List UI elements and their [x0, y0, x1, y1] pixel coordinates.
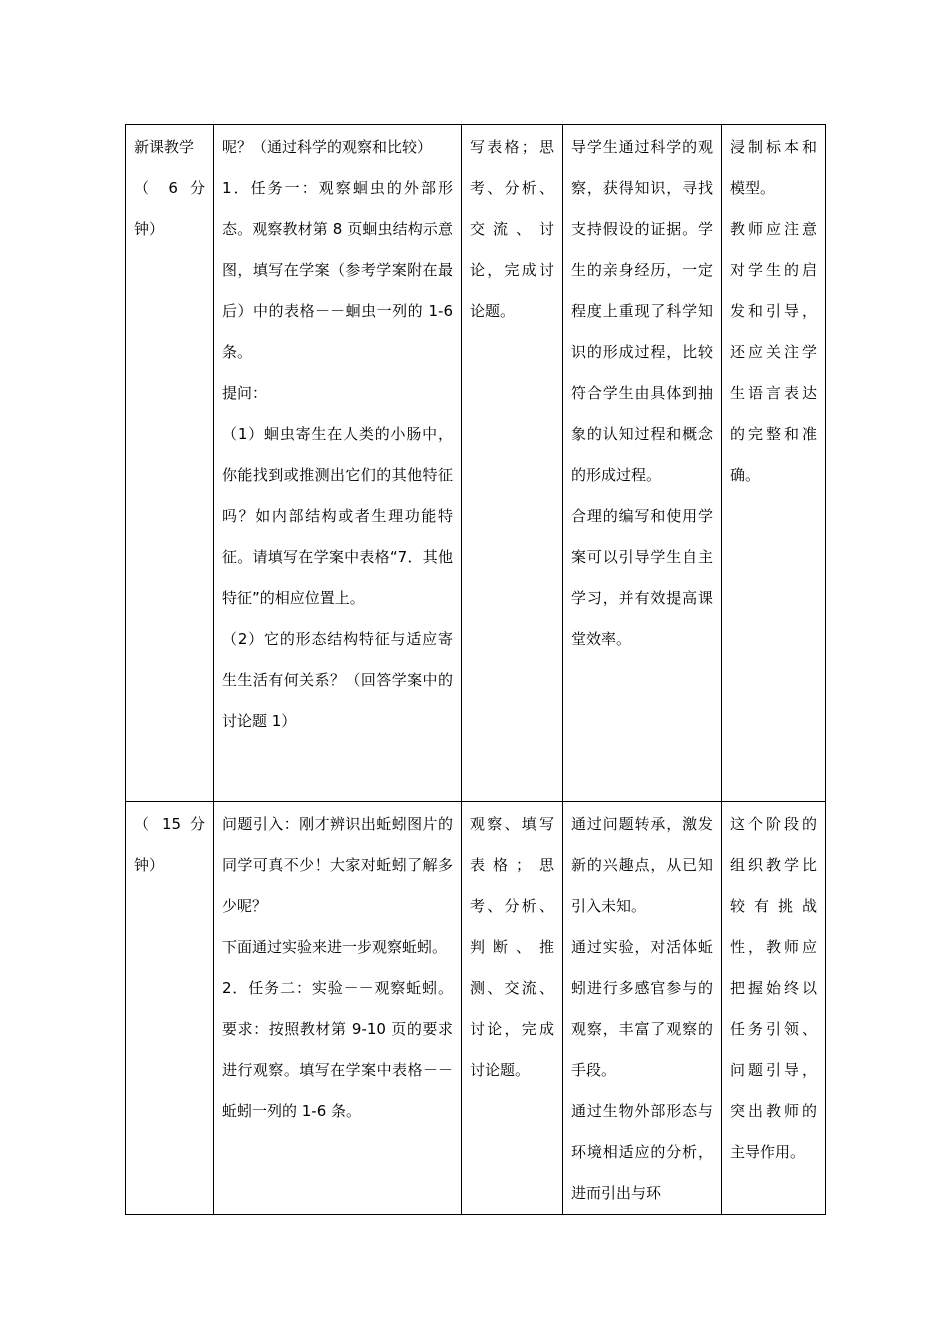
table-row	[126, 125, 826, 802]
intent-paragraph: 通过生物外部形态与环境相适应的分析，进而引出与环	[571, 1102, 713, 1202]
intent-paragraph: 通过问题转承，激发新的兴趣点，从已知引入未知。	[571, 815, 713, 915]
content-paragraph: 呢？（通过科学的观察和比较）	[222, 138, 433, 156]
intent-cell	[563, 802, 722, 1215]
activity-cell	[462, 802, 563, 1215]
content-cell	[214, 802, 462, 1215]
notes-paragraph: 教师应注意对学生的启发和引导，还应关注学生语言表达的完整和准确。	[730, 220, 817, 484]
content-paragraph: 1．任务一：观察蛔虫的外部形态。观察教材第 8 页蛔虫结构示意图，填写在学案（参考学案附在最后）中的表格－－蛔虫一列的 1-6 条。	[222, 179, 453, 361]
notes-paragraph: 这个阶段的组织教学比较有挑战性，教师应把握始终以任务引领、问题引导，突出教师的主导作用。	[730, 815, 817, 1161]
activity-paragraph: 写表格；思考、分析、交流、讨论，完成讨论题。	[470, 138, 554, 320]
stage-line: （ 6 分	[134, 179, 205, 197]
activity-cell	[462, 125, 563, 802]
intent-cell	[563, 125, 722, 802]
content-paragraph: 问题引入：刚才辨识出蚯蚓图片的同学可真不少！大家对蚯蚓了解多少呢？	[222, 815, 453, 915]
content-paragraph: 下面通过实验来进一步观察蚯蚓。	[222, 938, 448, 956]
stage-line: （ 15 分	[134, 815, 205, 833]
notes-cell	[722, 802, 826, 1215]
intent-paragraph: 导学生通过科学的观察，获得知识，寻找支持假设的证据。学生的亲身经历，一定程度上重现了科学知识的形成过程，比较符合学生由具体到抽象的认知过程和概念的形成过程。	[571, 138, 713, 484]
content-paragraph: 提问：	[222, 384, 268, 402]
content-paragraph: （2）它的形态结构特征与适应寄生生活有何关系？（回答学案中的讨论题 1）	[222, 630, 453, 730]
content-paragraph: （1）蛔虫寄生在人类的小肠中，你能找到或推测出它们的其他特征吗？如内部结构或者生理功能特征。请填写在学案中表格“7．其他特征”的相应位置上。	[222, 425, 453, 607]
content-cell	[214, 125, 462, 802]
intent-paragraph: 通过实验，对活体蚯蚓进行多感官参与的观察，丰富了观察的手段。	[571, 938, 713, 1079]
activity-paragraph: 观察、填写表格；思考、分析、判断、推测、交流、讨论，完成讨论题。	[470, 815, 554, 1079]
notes-paragraph: 浸制标本和模型。	[730, 138, 817, 197]
content-paragraph: 2．任务二：实验－－观察蚯蚓。要求：按照教材第 9-10 页的要求进行观察。填写在学案中表格－－蚯蚓一列的 1-6 条。	[222, 979, 453, 1120]
stage-cell	[126, 125, 214, 802]
stage-line: 钟）	[134, 856, 165, 874]
stage-line: 新课教学	[134, 138, 195, 156]
stage-cell	[126, 802, 214, 1215]
lesson-plan-table	[125, 124, 826, 1215]
table-row	[126, 802, 826, 1215]
intent-paragraph: 合理的编写和使用学案可以引导学生自主学习，并有效提高课堂效率。	[571, 507, 713, 648]
stage-line: 钟）	[134, 220, 165, 238]
notes-cell	[722, 125, 826, 802]
